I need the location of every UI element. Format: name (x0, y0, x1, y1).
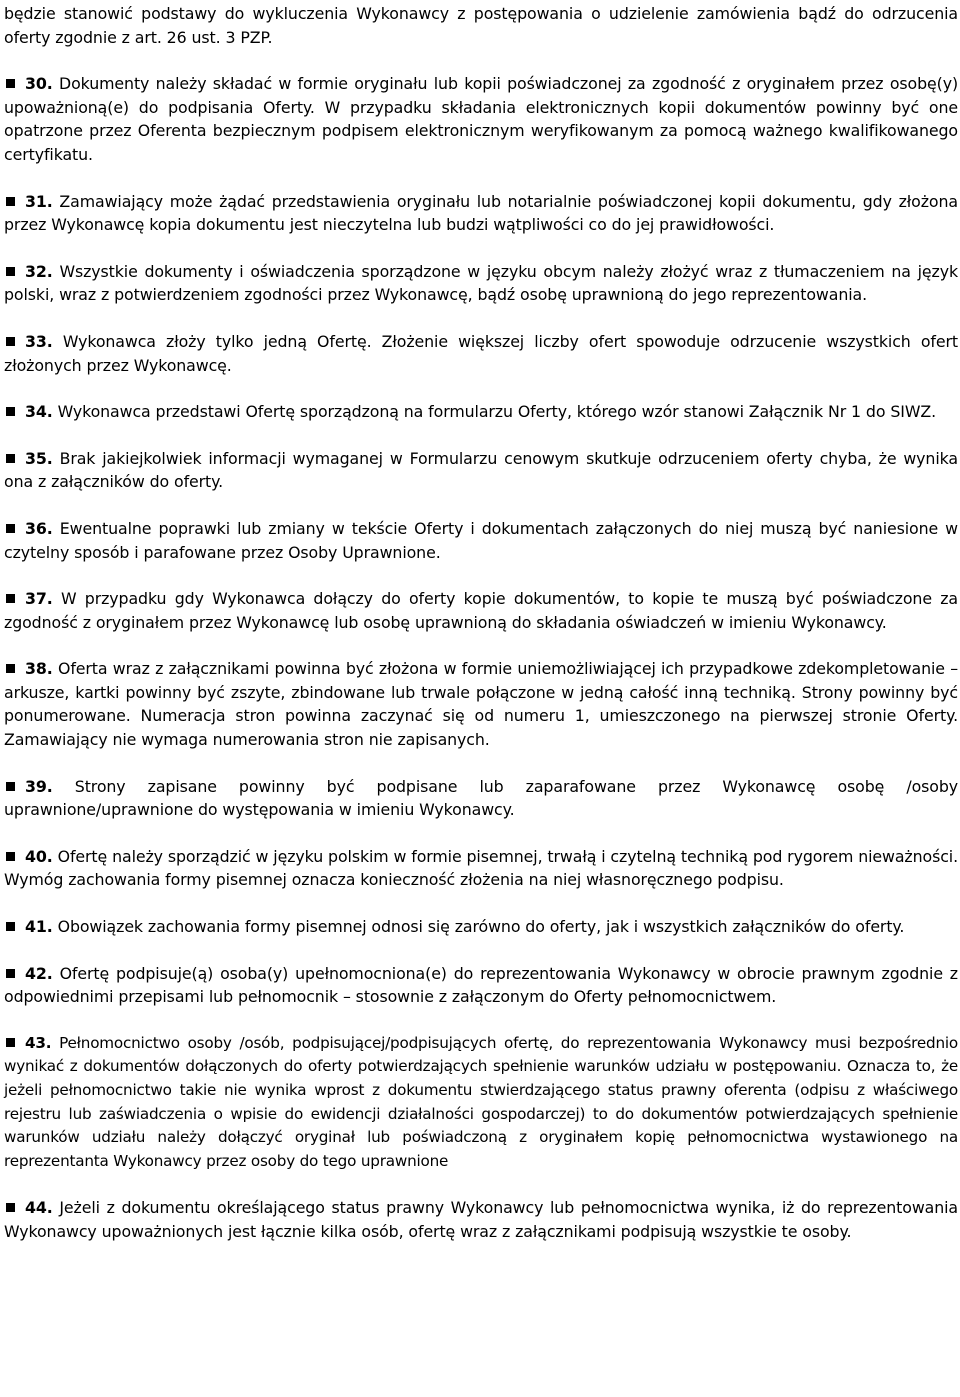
bullet-icon (6, 852, 15, 861)
bullet-icon (6, 1038, 15, 1047)
paragraph-number: 34. (25, 402, 53, 422)
paragraph-text: Oferta wraz z załącznikami powinna być złożona w formie uniemożliwiającej ich przypadkowe zdekompletowanie – arkusze, kartki powinny być zszyte, zbindowane lub trwale połączone w jedną całość inną techniką. Strony powinny być ponumerowane. Numeracja stron powinna zaczynać się od numeru 1, umieszczonego na pierwszej stronie Oferty. Zamawiający nie wymaga numerowania stron nie zapisanych. (4, 659, 959, 750)
paragraph-33 (4, 330, 958, 377)
bullet-icon (6, 407, 15, 416)
bullet-icon (6, 197, 15, 206)
bullet-icon (6, 337, 15, 346)
paragraph-text: Wykonawca złoży tylko jedną Ofertę. Złożenie większej liczby ofert spowoduje odrzucenie wszystkich ofert złożonych przez Wykonawcę. (4, 331, 959, 375)
bullet-icon (6, 79, 15, 88)
paragraph-number: 32. (25, 261, 53, 281)
paragraph-continuation (4, 2, 958, 49)
paragraph-number: 35. (25, 448, 53, 468)
paragraph-number: 43. (25, 1033, 52, 1052)
paragraph-number: 31. (25, 191, 53, 211)
bullet-icon (6, 267, 15, 276)
paragraph-number: 37. (25, 589, 53, 609)
paragraph-text: Wykonawca przedstawi Ofertę sporządzoną na formularzu Oferty, którego wzór stanowi Załącznik Nr 1 do SIWZ. (57, 402, 936, 422)
paragraph-text: Jeżeli z dokumentu określającego status prawny Wykonawcy lub pełnomocnictwa wynika, iż do reprezentowania Wykonawcy upoważnionych jest łącznie kilka osób, ofertę wraz z załącznikami podpisują wszystkie te osoby. (4, 1198, 958, 1241)
paragraph-number: 41. (25, 917, 53, 937)
paragraph-number: 39. (25, 776, 53, 796)
paragraph-39 (4, 775, 958, 822)
bullet-icon (6, 969, 15, 978)
paragraph-32 (4, 260, 958, 307)
paragraph-37 (4, 587, 958, 634)
bullet-icon (6, 782, 15, 791)
paragraph-43 (4, 1032, 958, 1174)
bullet-icon (6, 454, 15, 463)
bullet-icon (6, 664, 15, 673)
paragraph-text: Ofertę podpisuje(ą) osoba(y) upełnomocniona(e) do reprezentowania Wykonawcy w obrocie prawnym zgodnie z odpowiednimi przepisami lub pełnomocnik – stosownie z załączonym do Oferty pełnomocnictwem. (4, 963, 958, 1007)
paragraph-text: Dokumenty należy składać w formie oryginału lub kopii poświadczonej za zgodność z oryginałem przez osobę(y) upoważnioną(e) do podpisania Oferty. W przypadku składania elektronicznych kopii dokumentów powinny być one opatrzone przez Oferenta bezpiecznym podpisem elektronicznym weryfikowanym za pomocą ważnego kwalifikowanego certyfikatu. (4, 74, 959, 164)
bullet-icon (6, 1203, 15, 1212)
paragraph-number: 42. (25, 963, 53, 983)
paragraph-text: Strony zapisane powinny być podpisane lub zaparafowane przez Wykonawcę osobę /osoby uprawnione/uprawnione do występowania w imieniu Wykonawcy. (4, 776, 959, 820)
paragraph-30 (4, 72, 958, 166)
paragraph-text: Ewentualne poprawki lub zmiany w tekście Oferty i dokumentach załączonych do niej muszą być naniesione w czytelny sposób i parafowane przez Osoby Uprawnione. (4, 518, 959, 562)
paragraph-number: 40. (25, 846, 53, 866)
paragraph-31 (4, 190, 958, 237)
paragraph-text: Zamawiający może żądać przedstawienia oryginału lub notarialnie poświadczonej kopii dokumentu, gdy złożona przez Wykonawcę kopia dokumentu jest nieczytelna lub budzi wątpliwości co do jej prawidłowości. (4, 191, 958, 235)
paragraph-text: Wszystkie dokumenty i oświadczenia sporządzone w języku obcym należy złożyć wraz z tłumaczeniem na język polski, wraz z potwierdzeniem zgodności przez Wykonawcę, bądź osobę uprawnioną do jego reprezentowania. (4, 261, 959, 305)
paragraph-number: 30. (25, 74, 53, 94)
bullet-icon (6, 594, 15, 603)
paragraph-34 (4, 400, 958, 424)
paragraph-text: Obowiązek zachowania formy pisemnej odnosi się zarówno do oferty, jak i wszystkich załączników do oferty. (57, 917, 905, 937)
paragraph-number: 36. (25, 518, 53, 538)
paragraph-number: 44. (25, 1198, 53, 1218)
document-page (4, 0, 958, 1267)
paragraph-38 (4, 657, 958, 751)
paragraph-40 (4, 845, 958, 892)
paragraph-36 (4, 517, 958, 564)
paragraph-42 (4, 962, 958, 1009)
paragraph-text: Pełnomocnictwo osoby /osób, podpisującej/podpisujących ofertę, do reprezentowania Wykonawcy musi bezpośrednio wynikać z dokumentów dołączonych do oferty potwierdzających spełnienie warunków udziału w postępowaniu. Oznacza to, że jeżeli pełnomocnictwo takie nie wynika wprost z dokumentu stwierdzającego status prawny oferenta (odpisu z właściwego rejestru lub zaświadczenia o wpisie do ewidencji działalności gospodarczej) to do dokumentów potwierdzających spełnienie warunków udziału należy dołączyć oryginał lub poświadczoną z oryginałem kopię pełnomocnictwa wystawionego na reprezentanta Wykonawcy przez osoby do tego uprawnione (4, 1033, 958, 1170)
paragraph-35 (4, 447, 958, 494)
paragraph-text: W przypadku gdy Wykonawca dołączy do oferty kopie dokumentów, to kopie te muszą być poświadczone za zgodność z oryginałem przez Wykonawcę lub osobę uprawnioną do składania oświadczeń w imieniu Wykonawcy. (4, 589, 958, 632)
bullet-icon (6, 922, 15, 931)
paragraph-number: 38. (25, 659, 53, 679)
paragraph-text: Ofertę należy sporządzić w języku polskim w formie pisemnej, trwałą i czytelną techniką pod rygorem nieważności. Wymóg zachowania formy pisemnej oznacza konieczność złożenia na niej własnoręcznego podpisu. (4, 846, 959, 890)
paragraph-41 (4, 915, 958, 939)
paragraph-44 (4, 1196, 958, 1243)
paragraph-text: Brak jakiejkolwiek informacji wymaganej w Formularzu cenowym skutkuje odrzuceniem oferty chyba, że wynika ona z załączników do oferty. (4, 448, 958, 492)
bullet-icon (6, 524, 15, 533)
paragraph-number: 33. (25, 331, 53, 351)
paragraph-text: będzie stanowić podstawy do wykluczenia Wykonawcy z postępowania o udzielenie zamówienia bądź do odrzucenia oferty zgodnie z art. 26 ust. 3 PZP. (4, 4, 958, 47)
